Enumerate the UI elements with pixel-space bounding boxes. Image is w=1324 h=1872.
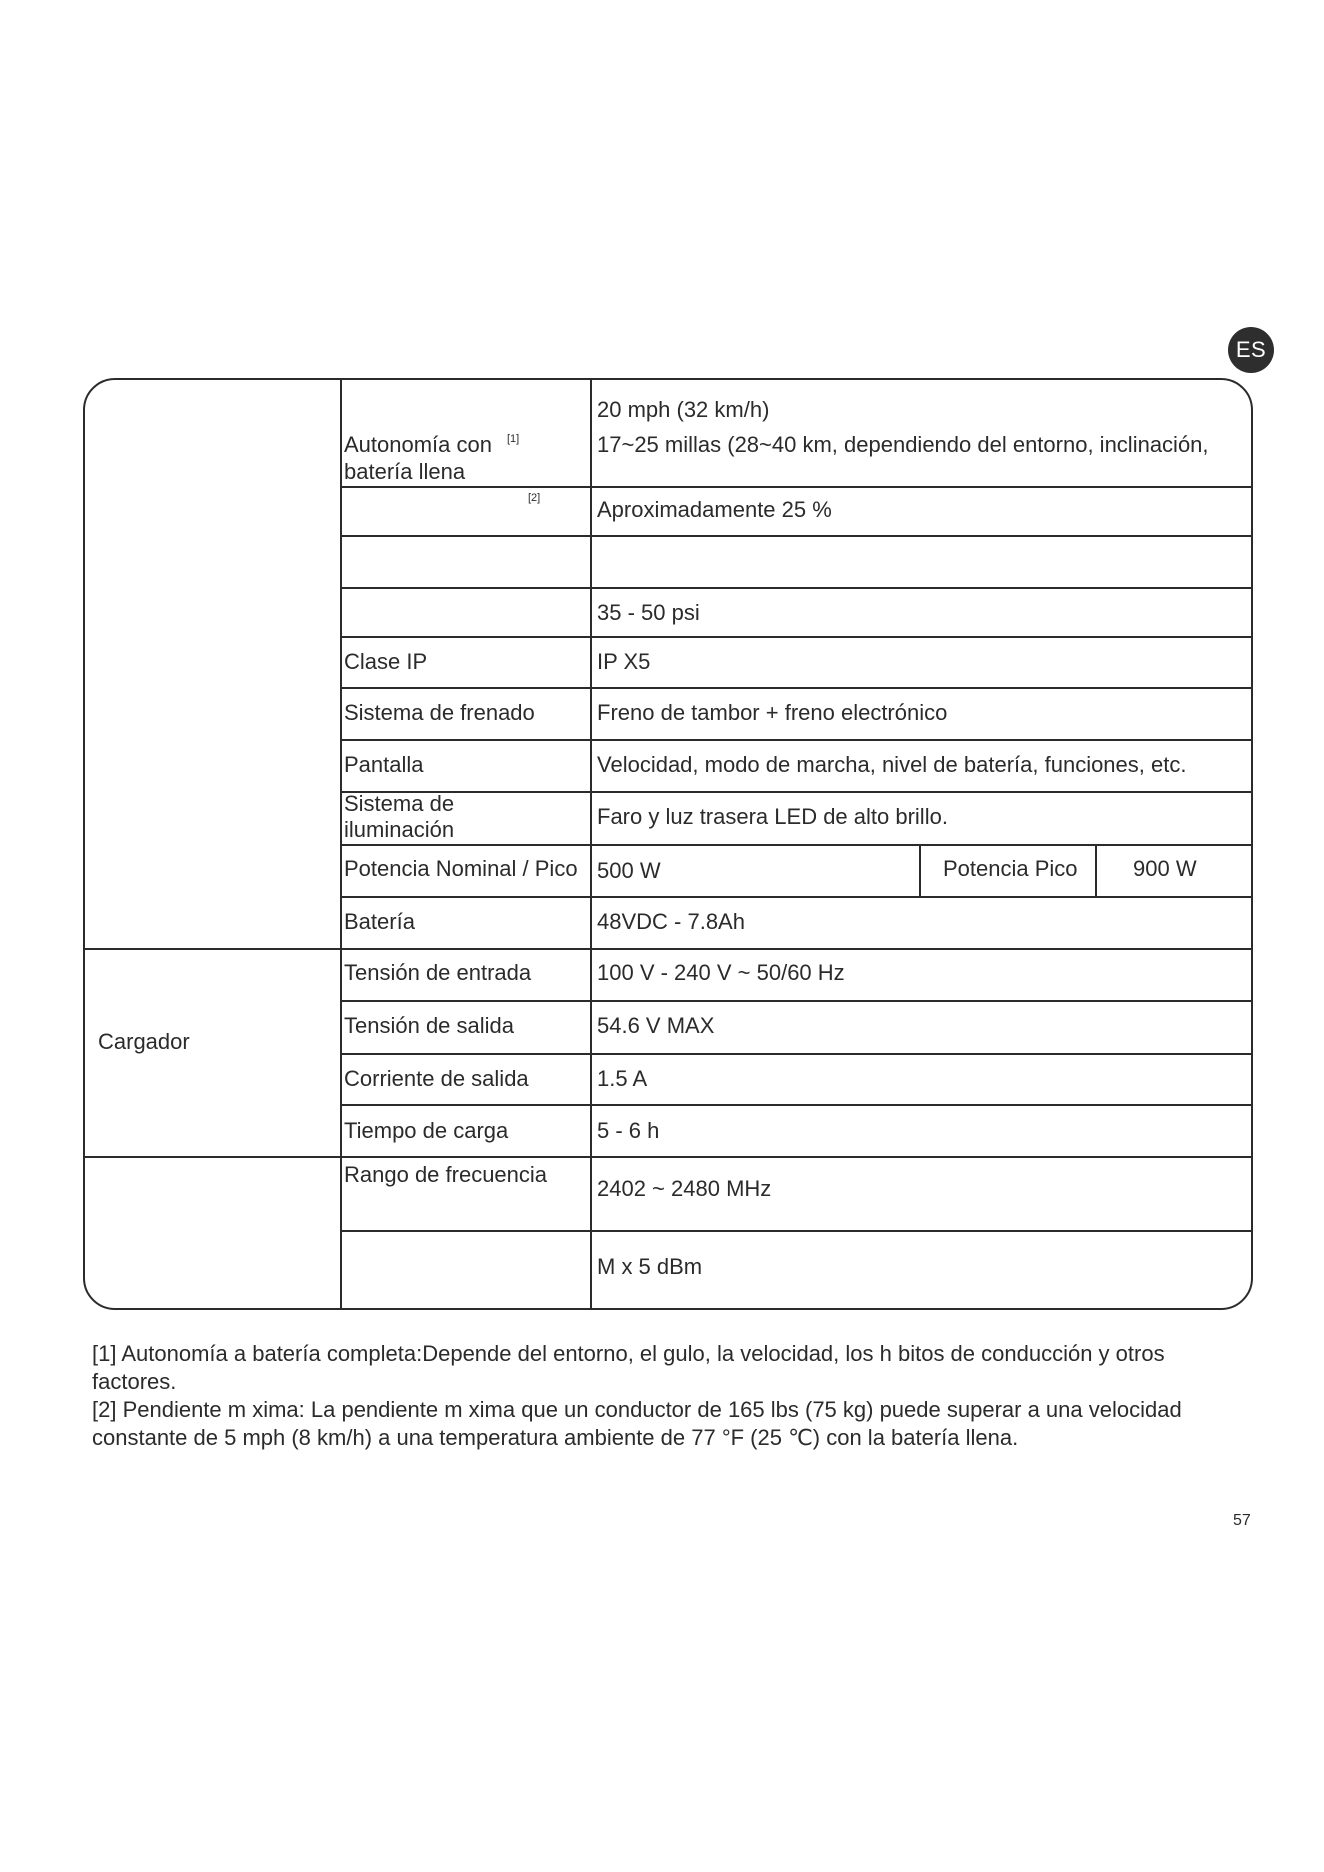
range-value: 17~25 millas (28~40 km, dependiendo del entorno, inclinación, — [597, 432, 1209, 457]
charge-time-label: Tiempo de carga — [344, 1118, 509, 1143]
footnote-ref-1: [1] — [507, 433, 520, 445]
power-label: Potencia Nominal / Pico — [344, 856, 578, 881]
column-divider — [1095, 844, 1097, 896]
output-voltage-label: Tensión de salida — [344, 1013, 515, 1038]
row-divider — [340, 687, 1253, 689]
section-divider — [85, 948, 1253, 950]
row-divider — [340, 791, 1253, 793]
range-label: Autonomía con — [344, 432, 492, 457]
column-divider — [919, 844, 921, 896]
tx-power-value: M x 5 dBm — [597, 1254, 703, 1279]
row-divider — [340, 896, 1253, 898]
battery-value: 48VDC - 7.8Ah — [597, 909, 745, 934]
lighting-label: Sistema de — [344, 791, 455, 816]
footnote-1: [1] Autonomía a batería completa:Depende del entorno, el gulo, la velocidad, los h bitos de conducción y otros factores. — [92, 1341, 1165, 1394]
output-current-label: Corriente de salida — [344, 1066, 529, 1091]
peak-power-label: Potencia Pico — [943, 856, 1078, 881]
output-current-value: 1.5 A — [597, 1066, 648, 1091]
row-divider — [340, 739, 1253, 741]
row-divider — [340, 1053, 1253, 1055]
slope-value: Aproximadamente 25 % — [597, 497, 832, 522]
page-number: 57 — [1233, 1512, 1251, 1529]
output-voltage-value: 54.6 V MAX — [597, 1013, 715, 1038]
row-divider — [340, 1230, 1253, 1232]
brake-system-value: Freno de tambor + freno electrónico — [597, 700, 948, 725]
input-voltage-value: 100 V - 240 V ~ 50/60 Hz — [597, 960, 845, 985]
charge-time-value: 5 - 6 h — [597, 1118, 660, 1143]
language-badge: ES — [1228, 327, 1274, 373]
input-voltage-label: Tensión de entrada — [344, 960, 532, 985]
row-divider — [340, 535, 1253, 537]
footnotes — [92, 1340, 1252, 1452]
lighting-label-line2: iluminación — [344, 817, 455, 842]
spec-table — [83, 378, 1253, 1310]
tire-pressure-value: 35 - 50 psi — [597, 600, 700, 625]
footnote-ref-2: [2] — [528, 492, 541, 504]
frequency-range-label: Rango de frecuencia — [344, 1162, 548, 1187]
ip-class-value: IP X5 — [597, 649, 651, 674]
brake-system-label: Sistema de frenado — [344, 700, 535, 725]
footnote-2: [2] Pendiente m xima: La pendiente m xima que un conductor de 165 lbs (75 kg) puede superar a una velocidad constante de 5 mph (8 km/h) a una temperatura ambiente de 77 °F (25 ℃) con la batería llena. — [92, 1397, 1182, 1450]
group-label-charger: Cargador — [98, 1029, 190, 1054]
ip-class-label: Clase IP — [344, 649, 428, 674]
lighting-value: Faro y luz trasera LED de alto brillo. — [597, 804, 948, 829]
display-label: Pantalla — [344, 752, 424, 777]
frequency-range-value: 2402 ~ 2480 MHz — [597, 1176, 772, 1201]
speed-value: 20 mph (32 km/h) — [597, 397, 770, 422]
row-divider — [340, 587, 1253, 589]
row-divider — [340, 636, 1253, 638]
row-divider — [340, 486, 1253, 488]
row-divider — [340, 1000, 1253, 1002]
section-divider — [85, 1156, 1253, 1158]
row-divider — [340, 1104, 1253, 1106]
display-value: Velocidad, modo de marcha, nivel de batería, funciones, etc. — [597, 752, 1187, 777]
row-divider — [340, 844, 1253, 846]
battery-label: Batería — [344, 909, 415, 934]
range-label-line2: batería llena — [344, 459, 466, 484]
peak-power-value: 900 W — [1133, 856, 1197, 881]
rated-power-value: 500 W — [597, 858, 661, 883]
